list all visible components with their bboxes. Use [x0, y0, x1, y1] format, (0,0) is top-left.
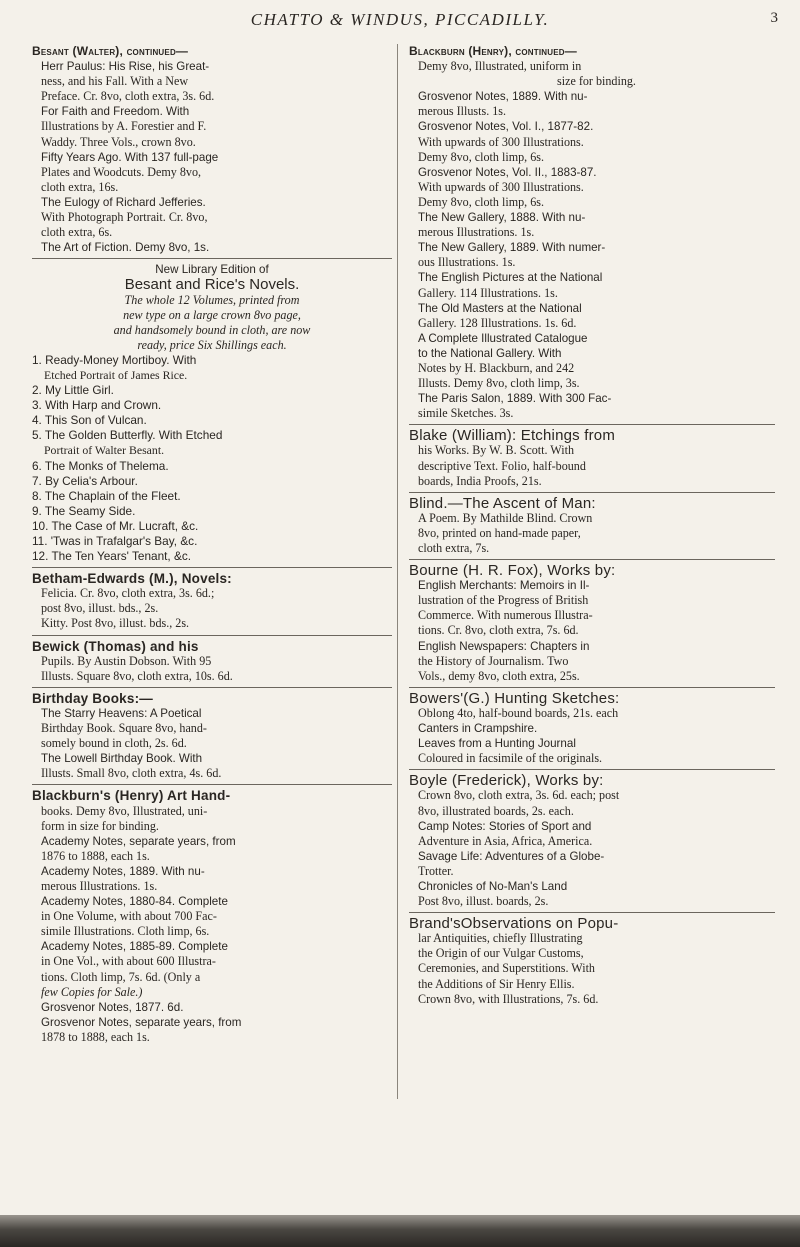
- entry-line: merous Illustrations. 1s.: [418, 225, 535, 240]
- entry-lead: Brand'sObservations on Popu-: [409, 915, 619, 933]
- list-item: Etched Portrait of James Rice.: [44, 367, 188, 382]
- entry-line: 8vo, illustrated boards, 2s. each.: [418, 803, 574, 818]
- entry-lead: Betham-Edwards (M.), Novels:: [32, 571, 232, 587]
- entry-line: Notes by H. Blackburn, and 242: [418, 360, 575, 375]
- entry-line: Grosvenor Notes, Vol. I., 1877-82.: [418, 120, 594, 134]
- list-item: 8. The Chaplain of the Fleet.: [32, 488, 181, 503]
- entry-line: simile Sketches. 3s.: [418, 406, 514, 421]
- entry-blake: [409, 428, 775, 488]
- divider-rule: [32, 635, 392, 636]
- list-item: 2. My Little Girl.: [32, 383, 114, 398]
- entry-line: Plates and Woodcuts. Demy 8vo,: [41, 164, 202, 179]
- entry-line: the Additions of Sir Henry Ellis.: [418, 976, 575, 991]
- entry-line: post 8vo, illust. bds., 2s.: [41, 601, 159, 616]
- entry-line: Trotter.: [418, 863, 454, 878]
- entry-line: Coloured in facsimile of the originals.: [418, 751, 603, 766]
- entry-line: Commerce. With numerous Illustra-: [418, 608, 593, 623]
- entry-new-library: [32, 262, 392, 564]
- entry-boyle: [409, 773, 775, 909]
- entry-line: cloth extra, 6s.: [41, 225, 113, 240]
- entry-line: the Origin of our Vulgar Customs,: [418, 946, 584, 961]
- entry-line: Gallery. 128 Illustrations. 1s. 6d.: [418, 315, 577, 330]
- list-item: 10. The Case of Mr. Lucraft, &c.: [32, 518, 199, 533]
- entry-line: few Copies for Sale.): [41, 984, 143, 999]
- entry-line: ness, and his Fall. With a New: [41, 74, 189, 89]
- section-title: Besant and Rice's Novels.: [124, 276, 300, 294]
- entry-line: The Lowell Birthday Book. With: [41, 752, 203, 766]
- entry-line: English Merchants: Memoirs in Il-: [418, 579, 590, 593]
- entry-line: The Art of Fiction. Demy 8vo, 1s.: [41, 241, 210, 255]
- entry-line: 1878 to 1888, each 1s.: [41, 1029, 150, 1044]
- entry-line: The Paris Salon, 1889. With 300 Fac-: [418, 392, 612, 406]
- entry-line: 1876 to 1888, each 1s.: [41, 848, 150, 863]
- list-item: 3. With Harp and Crown.: [32, 398, 162, 413]
- entry-line: lustration of the Progress of British: [418, 593, 589, 608]
- list-item: 7. By Celia's Arbour.: [32, 473, 138, 488]
- entry-line: Grosvenor Notes, separate years, from: [41, 1015, 242, 1029]
- entry-line: The Old Masters at the National: [418, 301, 582, 315]
- entry-line: With Photograph Portrait. Cr. 8vo,: [41, 210, 208, 225]
- entry-line: Crown 8vo, with Illustrations, 7s. 6d.: [418, 991, 599, 1006]
- list-item: 12. The Ten Years' Tenant, &c.: [32, 549, 192, 564]
- entry-line: Felicia. Cr. 8vo, cloth extra, 3s. 6d.;: [41, 586, 215, 601]
- entry-line: A Poem. By Mathilde Blind. Crown: [418, 510, 593, 525]
- entry-line: the History of Journalism. Two: [418, 653, 569, 668]
- entry-line: merous Illusts. 1s.: [418, 104, 507, 119]
- divider-rule: [409, 424, 775, 425]
- entry-line: Camp Notes: Stories of Sport and: [418, 819, 592, 833]
- entry-line: in One Vol., with about 600 Illustra-: [41, 954, 216, 969]
- divider-rule: [409, 492, 775, 493]
- divider-rule: [32, 687, 392, 688]
- entry-line: Kitty. Post 8vo, illust. bds., 2s.: [41, 616, 190, 631]
- entry-line: Grosvenor Notes, Vol. II., 1883-87.: [418, 165, 597, 179]
- entry-lead: Boyle (Frederick), Works by:: [409, 772, 604, 790]
- divider-rule: [409, 912, 775, 913]
- entry-line: Academy Notes, 1889. With nu-: [41, 864, 205, 878]
- entry-line: 8vo, printed on hand-made paper,: [418, 525, 581, 540]
- entry-line: Savage Life: Adventures of a Globe-: [418, 849, 605, 863]
- entry-line: The New Gallery, 1889. With numer-: [418, 241, 606, 255]
- entry-line: Waddy. Three Vols., crown 8vo.: [41, 134, 196, 149]
- entry-line: The Starry Heavens: A Poetical: [41, 706, 202, 720]
- section-desc: ready, price Six Shillings each.: [137, 337, 287, 352]
- list-item: 6. The Monks of Thelema.: [32, 458, 169, 473]
- entry-line: tions. Cr. 8vo, cloth extra, 7s. 6d.: [418, 623, 579, 638]
- section-desc: new type on a large crown 8vo page,: [123, 307, 301, 322]
- entry-lead: Bourne (H. R. Fox), Works by:: [409, 562, 616, 580]
- entry-line: Demy 8vo, Illustrated, uniform in: [418, 59, 582, 74]
- section-desc: and handsomely bound in cloth, are now: [113, 322, 311, 337]
- entry-line: Demy 8vo, cloth limp, 6s.: [418, 194, 544, 209]
- divider-rule: [32, 784, 392, 785]
- list-item: 4. This Son of Vulcan.: [32, 413, 147, 428]
- entry-line: The New Gallery, 1888. With nu-: [418, 211, 586, 225]
- entry-lead: Blake (William): Etchings from: [409, 427, 616, 445]
- entry-line: Ceremonies, and Superstitions. With: [418, 961, 595, 976]
- entry-line: merous Illustrations. 1s.: [41, 878, 158, 893]
- entry-line: Pupils. By Austin Dobson. With 95: [41, 653, 212, 668]
- entry-line: cloth extra, 16s.: [41, 179, 119, 194]
- entry-line: simile Illustrations. Cloth limp, 6s.: [41, 924, 210, 939]
- entry-line: Demy 8vo, cloth limp, 6s.: [418, 149, 544, 164]
- entry-lead: Blackburn (Henry), continued—: [409, 44, 577, 58]
- entry-line: tions. Cloth limp, 7s. 6d. (Only a: [41, 969, 201, 984]
- entry-lead: Blind.—The Ascent of Man:: [409, 494, 596, 512]
- entry-brand: [409, 916, 775, 1007]
- entry-blind: [409, 496, 775, 556]
- list-item: Portrait of Walter Besant.: [44, 443, 165, 458]
- entry-line: Oblong 4to, half-bound boards, 21s. each: [418, 705, 619, 720]
- page-number: 3: [770, 10, 778, 26]
- left-column: [32, 44, 392, 1048]
- divider-rule: [32, 258, 392, 259]
- entry-line: With upwards of 300 Illustrations.: [418, 179, 584, 194]
- entry-line: Academy Notes, separate years, from: [41, 834, 236, 848]
- entry-line: descriptive Text. Folio, half-bound: [418, 458, 586, 473]
- entry-line: to the National Gallery. With: [418, 346, 562, 360]
- entry-line: boards, India Proofs, 21s.: [418, 473, 542, 488]
- entry-line: With upwards of 300 Illustrations.: [418, 134, 584, 149]
- entry-line: somely bound in cloth, 2s. 6d.: [41, 736, 187, 751]
- entry-line: Illusts. Square 8vo, cloth extra, 10s. 6d.: [41, 668, 233, 683]
- entry-line: cloth extra, 7s.: [418, 541, 490, 555]
- entry-line: Chronicles of No-Man's Land: [418, 879, 568, 893]
- entry-line: The Eulogy of Richard Jefferies.: [41, 195, 206, 209]
- divider-rule: [409, 687, 775, 688]
- entry-line: The English Pictures at the National: [418, 271, 603, 285]
- section-desc: The whole 12 Volumes, printed from: [124, 292, 300, 307]
- entry-line: size for binding.: [557, 74, 636, 89]
- entry-lead: Birthday Books:—: [32, 690, 153, 706]
- entry-lead: Blackburn's (Henry) Art Hand-: [32, 788, 231, 804]
- divider-rule: [409, 559, 775, 560]
- entry-line: books. Demy 8vo, Illustrated, uni-: [41, 803, 208, 818]
- entry-lead: Bewick (Thomas) and his: [32, 638, 199, 654]
- entry-line: Birthday Book. Square 8vo, hand-: [41, 721, 207, 736]
- right-column: [409, 44, 775, 1010]
- entry-line: For Faith and Freedom. With: [41, 105, 190, 119]
- list-item: 1. Ready-Money Mortiboy. With: [32, 352, 197, 367]
- entry-blackburn-continued: [409, 44, 775, 421]
- page-edge-band: [0, 1215, 800, 1247]
- entry-line: Illustrations by A. Forestier and F.: [41, 119, 207, 134]
- entry-blackburn: [32, 788, 392, 1045]
- entry-line: in One Volume, with about 700 Fac-: [41, 909, 217, 924]
- entry-line: Illusts. Demy 8vo, cloth limp, 3s.: [418, 376, 580, 391]
- entry-line: Academy Notes, 1885-89. Complete: [41, 940, 228, 954]
- entry-line: lar Antiquities, chiefly Illustrating: [418, 931, 583, 946]
- entry-bowers: [409, 691, 775, 766]
- list-item: 11. 'Twas in Trafalgar's Bay, &c.: [32, 534, 198, 548]
- entry-line: A Complete Illustrated Catalogue: [418, 331, 588, 345]
- column-divider: [397, 44, 398, 1099]
- entry-line: Post 8vo, illust. boards, 2s.: [418, 894, 549, 909]
- entry-line: Leaves from a Hunting Journal: [418, 737, 576, 751]
- entry-line: Adventure in Asia, Africa, America.: [418, 833, 593, 848]
- list-item: 5. The Golden Butterfly. With Etched: [32, 428, 223, 443]
- entry-lead: Besant (Walter), continued—: [32, 44, 189, 58]
- entry-line: Preface. Cr. 8vo, cloth extra, 3s. 6d.: [41, 89, 215, 104]
- entry-besant-continued: [32, 44, 392, 255]
- entry-birthday-books: [32, 691, 392, 782]
- entry-line: Gallery. 114 Illustrations. 1s.: [418, 285, 558, 300]
- entry-lead: Bowers'(G.) Hunting Sketches:: [409, 689, 620, 707]
- divider-rule: [32, 567, 392, 568]
- entry-betham-edwards: [32, 571, 392, 631]
- entry-line: Fifty Years Ago. With 137 full-page: [41, 150, 219, 164]
- entry-line: Illusts. Small 8vo, cloth extra, 4s. 6d.: [41, 766, 222, 781]
- entry-line: ous Illustrations. 1s.: [418, 255, 516, 270]
- entry-line: Academy Notes, 1880-84. Complete: [41, 895, 228, 909]
- entry-line: Herr Paulus: His Rise, his Great-: [41, 60, 210, 74]
- entry-line: Grosvenor Notes, 1877. 6d.: [41, 1000, 184, 1014]
- entry-bewick: [32, 639, 392, 684]
- entry-bourne: [409, 563, 775, 684]
- entry-line: form in size for binding.: [41, 818, 159, 833]
- entry-line: his Works. By W. B. Scott. With: [418, 443, 575, 458]
- entry-line: Grosvenor Notes, 1889. With nu-: [418, 90, 588, 104]
- entry-line: English Newspapers: Chapters in: [418, 639, 590, 653]
- entry-line: Canters in Crampshire.: [418, 722, 538, 736]
- entry-line: Crown 8vo, cloth extra, 3s. 6d. each; post: [418, 788, 620, 803]
- section-heading: New Library Edition of: [155, 263, 269, 277]
- divider-rule: [409, 769, 775, 770]
- entry-line: Vols., demy 8vo, cloth extra, 25s.: [418, 668, 580, 683]
- page-header: CHATTO & WINDUS, PICCADILLY.: [250, 10, 550, 29]
- list-item: 9. The Seamy Side.: [32, 503, 136, 518]
